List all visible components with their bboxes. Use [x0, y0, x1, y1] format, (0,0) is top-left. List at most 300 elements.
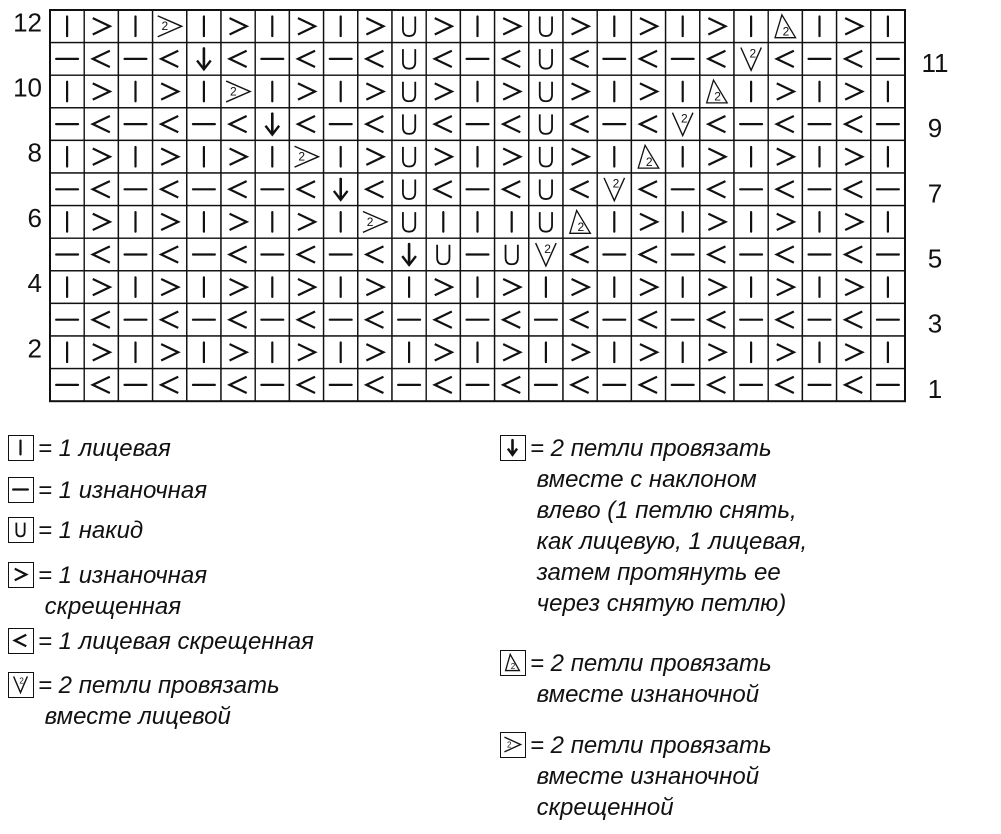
knit-icon: [529, 336, 563, 369]
knit-icon: [255, 75, 289, 108]
legend-yarn-over-text: = 1 накид: [38, 517, 144, 544]
purl-tbl-icon: [631, 75, 665, 108]
purl-tbl-icon: [153, 206, 187, 239]
yarn-over-icon: [426, 238, 460, 271]
purl-tbl-icon: [495, 336, 529, 369]
knit-tbl-icon: [837, 238, 871, 271]
purl-icon: [460, 108, 494, 141]
knit-icon: [666, 10, 700, 43]
legend-skp: [500, 433, 807, 619]
purl-icon: [255, 369, 289, 402]
purl-tbl-icon: [631, 271, 665, 304]
legend-knit: [8, 433, 171, 464]
knit-tbl-icon: [495, 173, 529, 206]
knit-icon: [50, 206, 84, 239]
knit-icon: [50, 75, 84, 108]
knit-icon: [666, 140, 700, 173]
purl-icon: [50, 108, 84, 141]
k2tog-symbol-icon: [8, 672, 34, 698]
p2tog-icon: [700, 75, 734, 108]
knit-tbl-icon: [426, 108, 460, 141]
knit-tbl-icon: [700, 108, 734, 141]
purl-tbl-icon: [700, 271, 734, 304]
legend-purl-tbl-text: = 1 изнаночная скрещенная: [38, 562, 208, 620]
row-number-2: 2: [27, 333, 42, 364]
legend-yarn-over: [8, 515, 143, 546]
knit-icon: [871, 271, 905, 304]
knit-tbl-icon: [84, 108, 118, 141]
row-number-6: 6: [27, 202, 42, 233]
purl-icon: [871, 369, 905, 402]
knit-icon: [118, 336, 152, 369]
purl-icon: [666, 43, 700, 76]
knit-tbl-icon: [84, 303, 118, 336]
knit-icon: [529, 271, 563, 304]
knit-tbl-icon: [768, 303, 802, 336]
purl-icon: [871, 108, 905, 141]
legend-p2tog-text: = 2 петли провязать вместе изнаночной: [530, 650, 772, 708]
legend-k2tog-text: = 2 петли провязать вместе лицевой: [38, 672, 280, 730]
svg-text:2: 2: [577, 220, 585, 235]
purl-icon: [802, 303, 836, 336]
svg-text:2: 2: [366, 214, 374, 229]
knit-tbl-icon: [837, 369, 871, 402]
purl-icon: [255, 238, 289, 271]
knit-tbl-icon: [768, 369, 802, 402]
legend-p2tog-tbl: [500, 730, 772, 823]
knit-tbl-icon: [563, 173, 597, 206]
knit-tbl-icon: [358, 369, 392, 402]
knit-icon: [597, 10, 631, 43]
knit-tbl-icon: [84, 238, 118, 271]
purl-icon: [255, 173, 289, 206]
skp-icon: [324, 173, 358, 206]
yarn-over-icon: [392, 140, 426, 173]
purl-tbl-icon: [426, 271, 460, 304]
yarn-over-icon: [529, 75, 563, 108]
knit-icon: [187, 271, 221, 304]
purl-icon: [734, 303, 768, 336]
purl-tbl-icon: [563, 140, 597, 173]
row-number-7: 7: [927, 178, 943, 209]
knit-tbl-icon: [358, 108, 392, 141]
purl-icon: [734, 173, 768, 206]
purl-tbl-icon: [221, 10, 255, 43]
purl-icon: [118, 108, 152, 141]
knit-tbl-icon: [700, 43, 734, 76]
yarn-over-icon: [529, 206, 563, 239]
knit-icon: [460, 206, 494, 239]
purl-tbl-icon: [768, 140, 802, 173]
knit-tbl-icon: [84, 369, 118, 402]
knit-tbl-icon: [768, 43, 802, 76]
knit-tbl-icon: [768, 108, 802, 141]
purl-tbl-icon: [837, 10, 871, 43]
purl-tbl-icon: [153, 75, 187, 108]
purl-icon: [597, 108, 631, 141]
purl-symbol-icon: [8, 477, 34, 503]
knit-icon: [255, 336, 289, 369]
p2tog-tbl-icon: [221, 75, 255, 108]
row-number-4: 4: [27, 268, 42, 299]
knit-tbl-icon: [700, 369, 734, 402]
purl-icon: [255, 43, 289, 76]
purl-tbl-icon: [84, 271, 118, 304]
purl-tbl-symbol-icon: [8, 562, 34, 588]
knit-icon: [802, 206, 836, 239]
purl-icon: [802, 43, 836, 76]
purl-tbl-icon: [631, 10, 665, 43]
purl-tbl-icon: [563, 75, 597, 108]
p2tog-tbl-icon: [153, 10, 187, 43]
row-number-10: 10: [13, 72, 42, 103]
knit-icon: [118, 140, 152, 173]
legend-skp-text: = 2 петли провязать вместе с наклоном влево (1 петлю снять, как лицевую, 1 лицевая, затем протянуть ее через снятую петлю): [530, 435, 808, 617]
legend-p2tog: [500, 648, 772, 710]
purl-icon: [392, 303, 426, 336]
knit-tbl-icon: [289, 43, 323, 76]
p2tog-tbl-symbol-icon: [500, 732, 526, 758]
knit-tbl-icon: [495, 369, 529, 402]
legend-k2tog: [8, 670, 280, 732]
legend-knit-tbl: [8, 626, 314, 657]
purl-icon: [118, 238, 152, 271]
purl-tbl-icon: [221, 271, 255, 304]
knit-icon: [187, 75, 221, 108]
p2tog-symbol-icon: [500, 650, 526, 676]
purl-tbl-icon: [153, 140, 187, 173]
purl-icon: [324, 238, 358, 271]
purl-icon: [324, 369, 358, 402]
knit-tbl-icon: [358, 43, 392, 76]
purl-icon: [50, 173, 84, 206]
purl-icon: [50, 303, 84, 336]
knit-icon: [871, 10, 905, 43]
purl-icon: [50, 369, 84, 402]
p2tog-tbl-icon: [289, 140, 323, 173]
purl-tbl-icon: [84, 336, 118, 369]
knit-icon: [666, 336, 700, 369]
purl-tbl-icon: [426, 140, 460, 173]
yarn-over-icon: [392, 108, 426, 141]
knit-tbl-icon: [631, 303, 665, 336]
yarn-over-icon: [392, 206, 426, 239]
knit-tbl-icon: [631, 108, 665, 141]
knit-tbl-icon: [426, 369, 460, 402]
k2tog-icon: [734, 43, 768, 76]
knit-icon: [597, 336, 631, 369]
purl-icon: [460, 43, 494, 76]
knit-icon: [426, 206, 460, 239]
knit-icon: [187, 140, 221, 173]
purl-icon: [118, 369, 152, 402]
svg-text:2: 2: [645, 154, 653, 169]
knit-tbl-icon: [837, 108, 871, 141]
purl-icon: [187, 238, 221, 271]
purl-tbl-icon: [358, 10, 392, 43]
knit-tbl-symbol-icon: [8, 628, 34, 654]
knit-icon: [392, 336, 426, 369]
purl-tbl-icon: [289, 271, 323, 304]
purl-icon: [734, 369, 768, 402]
purl-tbl-icon: [495, 10, 529, 43]
purl-tbl-icon: [768, 206, 802, 239]
purl-icon: [871, 238, 905, 271]
knit-tbl-icon: [289, 303, 323, 336]
row-number-9: 9: [927, 113, 943, 144]
knit-icon: [734, 75, 768, 108]
purl-icon: [802, 173, 836, 206]
knit-icon: [392, 271, 426, 304]
svg-text:2: 2: [507, 740, 512, 750]
knit-icon: [118, 206, 152, 239]
purl-tbl-icon: [84, 10, 118, 43]
svg-text:2: 2: [544, 241, 551, 256]
purl-tbl-icon: [700, 140, 734, 173]
knit-symbol-icon: [8, 435, 34, 461]
knit-icon: [734, 10, 768, 43]
knit-icon: [460, 271, 494, 304]
purl-tbl-icon: [358, 271, 392, 304]
knit-icon: [666, 206, 700, 239]
knit-tbl-icon: [563, 303, 597, 336]
purl-icon: [50, 43, 84, 76]
knit-tbl-icon: [153, 108, 187, 141]
knit-icon: [118, 10, 152, 43]
purl-icon: [460, 238, 494, 271]
purl-tbl-icon: [289, 10, 323, 43]
purl-tbl-icon: [84, 75, 118, 108]
purl-icon: [187, 108, 221, 141]
svg-text:2: 2: [681, 111, 688, 126]
knit-icon: [50, 336, 84, 369]
knit-tbl-icon: [768, 173, 802, 206]
row-number-3: 3: [927, 308, 943, 339]
yarn-over-icon: [392, 43, 426, 76]
knit-icon: [871, 75, 905, 108]
knit-tbl-icon: [358, 238, 392, 271]
knit-tbl-icon: [563, 108, 597, 141]
purl-tbl-icon: [358, 140, 392, 173]
p2tog-icon: [563, 206, 597, 239]
knit-icon: [597, 206, 631, 239]
knit-icon: [118, 271, 152, 304]
knit-icon: [50, 10, 84, 43]
purl-icon: [597, 303, 631, 336]
purl-icon: [324, 43, 358, 76]
knit-tbl-icon: [153, 43, 187, 76]
purl-tbl-icon: [358, 336, 392, 369]
knit-icon: [255, 206, 289, 239]
knit-tbl-icon: [84, 43, 118, 76]
knit-tbl-icon: [358, 303, 392, 336]
knit-tbl-icon: [837, 43, 871, 76]
legend-purl-tbl: [8, 560, 207, 622]
knit-icon: [255, 271, 289, 304]
purl-tbl-icon: [700, 10, 734, 43]
k2tog-icon: [597, 173, 631, 206]
knit-tbl-icon: [837, 173, 871, 206]
yarn-over-icon: [495, 238, 529, 271]
purl-icon: [666, 303, 700, 336]
knit-icon: [871, 206, 905, 239]
purl-icon: [460, 173, 494, 206]
purl-tbl-icon: [84, 206, 118, 239]
purl-icon: [802, 108, 836, 141]
knit-tbl-icon: [426, 303, 460, 336]
purl-tbl-icon: [426, 336, 460, 369]
knit-tbl-icon: [221, 108, 255, 141]
knit-icon: [666, 75, 700, 108]
purl-tbl-icon: [358, 75, 392, 108]
skp-icon: [187, 43, 221, 76]
knit-icon: [734, 336, 768, 369]
purl-tbl-icon: [84, 140, 118, 173]
knit-tbl-icon: [495, 303, 529, 336]
knit-tbl-icon: [631, 238, 665, 271]
knit-icon: [802, 75, 836, 108]
k2tog-icon: [529, 238, 563, 271]
knit-icon: [734, 206, 768, 239]
knit-tbl-icon: [700, 173, 734, 206]
yarn-over-icon: [529, 140, 563, 173]
purl-tbl-icon: [153, 271, 187, 304]
skp-symbol-icon: [500, 435, 526, 461]
purl-tbl-icon: [495, 271, 529, 304]
knit-tbl-icon: [84, 173, 118, 206]
knit-tbl-icon: [153, 303, 187, 336]
knit-icon: [597, 140, 631, 173]
purl-icon: [460, 303, 494, 336]
purl-tbl-icon: [289, 206, 323, 239]
svg-text:2: 2: [510, 661, 516, 671]
knit-tbl-icon: [289, 369, 323, 402]
purl-tbl-icon: [768, 336, 802, 369]
purl-tbl-icon: [837, 140, 871, 173]
purl-icon: [871, 173, 905, 206]
purl-tbl-icon: [289, 336, 323, 369]
svg-text:2: 2: [229, 84, 237, 99]
purl-tbl-icon: [768, 75, 802, 108]
purl-icon: [187, 303, 221, 336]
knit-tbl-icon: [153, 238, 187, 271]
purl-icon: [734, 108, 768, 141]
knit-icon: [495, 206, 529, 239]
row-number-5: 5: [927, 243, 943, 274]
purl-tbl-icon: [837, 75, 871, 108]
knit-tbl-icon: [289, 173, 323, 206]
knit-tbl-icon: [426, 43, 460, 76]
purl-icon: [597, 238, 631, 271]
svg-text:2: 2: [161, 19, 169, 34]
knit-tbl-icon: [631, 43, 665, 76]
purl-icon: [324, 108, 358, 141]
purl-tbl-icon: [768, 271, 802, 304]
knit-tbl-icon: [426, 173, 460, 206]
knit-icon: [324, 10, 358, 43]
knit-icon: [460, 140, 494, 173]
purl-tbl-icon: [837, 271, 871, 304]
legend-p2tog-tbl-text: = 2 петли провязать вместе изнаночной скрещенной: [530, 732, 772, 821]
knit-tbl-icon: [221, 238, 255, 271]
purl-icon: [460, 369, 494, 402]
yarn-over-icon: [529, 43, 563, 76]
knit-icon: [255, 10, 289, 43]
row-number-1: 1: [927, 373, 943, 404]
knit-icon: [460, 75, 494, 108]
svg-text:2: 2: [19, 676, 24, 686]
purl-icon: [118, 43, 152, 76]
knit-icon: [50, 271, 84, 304]
purl-tbl-icon: [837, 206, 871, 239]
yarn-over-icon: [392, 75, 426, 108]
knit-tbl-icon: [837, 303, 871, 336]
knit-icon: [871, 140, 905, 173]
purl-tbl-icon: [563, 336, 597, 369]
purl-tbl-icon: [221, 206, 255, 239]
purl-tbl-icon: [700, 206, 734, 239]
legend-purl: [8, 475, 207, 506]
k2tog-icon: [666, 108, 700, 141]
purl-tbl-icon: [426, 75, 460, 108]
purl-icon: [597, 43, 631, 76]
knit-tbl-icon: [221, 369, 255, 402]
row-number-8: 8: [27, 137, 42, 168]
skp-icon: [392, 238, 426, 271]
yarn-over-symbol-icon: [8, 517, 34, 543]
purl-icon: [529, 369, 563, 402]
knit-tbl-icon: [563, 238, 597, 271]
knit-icon: [666, 271, 700, 304]
chart-grid: [50, 10, 905, 401]
svg-text:2: 2: [612, 176, 620, 191]
knit-icon: [802, 10, 836, 43]
knit-icon: [597, 271, 631, 304]
purl-tbl-icon: [153, 336, 187, 369]
knit-icon: [324, 271, 358, 304]
skp-icon: [255, 108, 289, 141]
legend-knit-tbl-text: = 1 лицевая скрещенная: [38, 628, 314, 655]
purl-icon: [324, 303, 358, 336]
purl-icon: [666, 238, 700, 271]
purl-tbl-icon: [631, 336, 665, 369]
purl-icon: [529, 303, 563, 336]
knit-tbl-icon: [221, 43, 255, 76]
knit-icon: [118, 75, 152, 108]
p2tog-icon: [768, 10, 802, 43]
svg-text:2: 2: [782, 24, 790, 39]
p2tog-icon: [631, 140, 665, 173]
knit-icon: [50, 140, 84, 173]
knit-icon: [734, 140, 768, 173]
knit-tbl-icon: [495, 108, 529, 141]
knit-tbl-icon: [631, 173, 665, 206]
purl-tbl-icon: [495, 75, 529, 108]
knit-icon: [324, 336, 358, 369]
knit-tbl-icon: [700, 238, 734, 271]
purl-tbl-icon: [563, 271, 597, 304]
yarn-over-icon: [529, 173, 563, 206]
knit-icon: [460, 10, 494, 43]
yarn-over-icon: [392, 10, 426, 43]
purl-icon: [666, 369, 700, 402]
knit-icon: [324, 140, 358, 173]
svg-text:2: 2: [714, 89, 721, 104]
yarn-over-icon: [529, 108, 563, 141]
knit-icon: [802, 140, 836, 173]
svg-text:2: 2: [298, 149, 306, 164]
purl-icon: [871, 43, 905, 76]
